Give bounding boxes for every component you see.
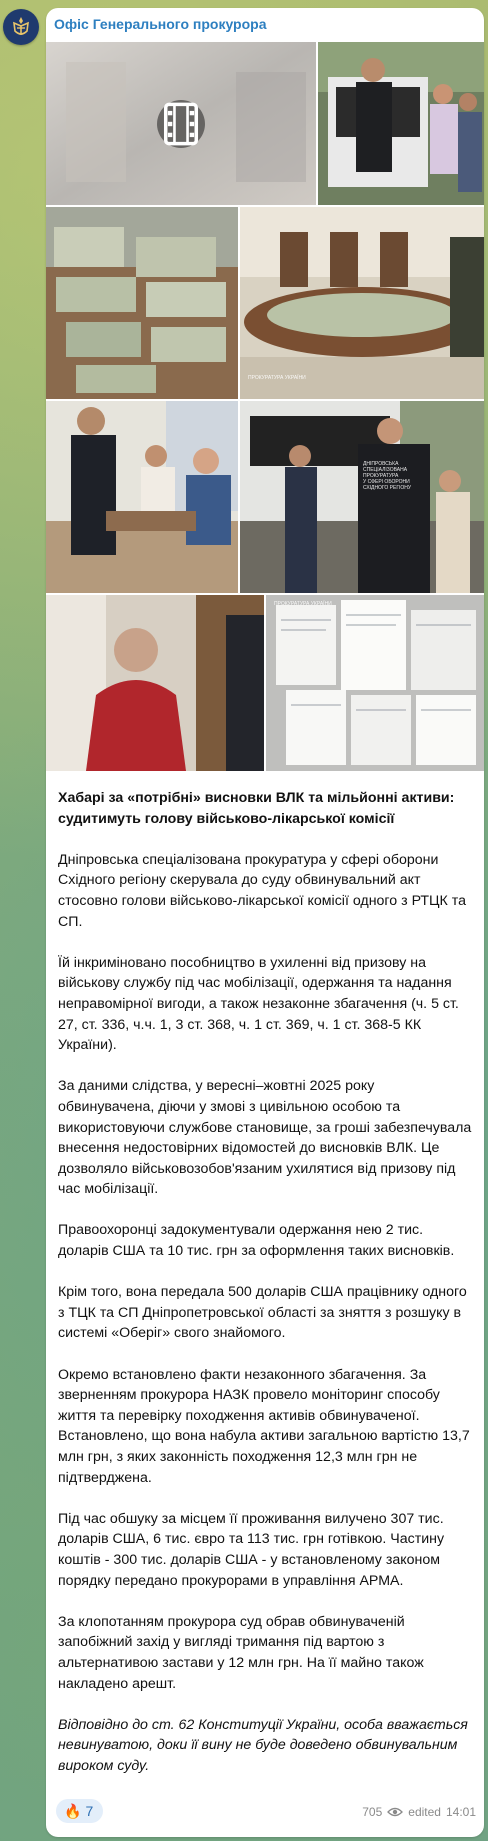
eye-icon <box>387 1807 403 1817</box>
post-paragraph: Дніпровська спеціалізована прокуратура у сфері оборони Східного регіону скерувала до суду обвинувальний акт стосовно голови військово-лікарської комісії одного з РТЦК та СП. <box>58 851 466 930</box>
photo-office-search[interactable] <box>46 401 238 593</box>
watermark-line: СПЕЦІАЛІЗОВАНА <box>363 467 408 473</box>
watermark-line: ДНІПРОВСЬКА <box>363 461 399 467</box>
post-paragraph: За клопотанням прокурора суд обрав обвинуваченій запобіжний захід у вигляді тримання під вартою з альтернативою застави у 12 млн грн. На її майно також накладено арешт. <box>58 1613 424 1692</box>
post-paragraph: Їй інкриміновано пособництво в ухиленні від призову на військову службу під час мобілізації, одержання та надання неправомірної вигоди, а також незаконне збагачення (ч. 5 ст. 27, ст. 336, ч.ч. 1, 3 ст. 368, ч. 1 ст. 369, ч. 1 ст. 368-5 КК України). <box>58 954 459 1054</box>
channel-name[interactable]: Офіс Генерального прокурора <box>54 16 267 32</box>
play-button[interactable] <box>157 100 205 148</box>
watermark: ПРОКУРАТУРА УКРАЇНИ <box>248 375 306 381</box>
reaction-count: 7 <box>85 1803 94 1819</box>
photo-detained-woman[interactable] <box>46 595 264 771</box>
message-meta <box>362 1805 476 1819</box>
post-footnote: Відповідно до ст. 62 Конституції України, особа вважається невинуватою, доки її вину не буде доведено обвинувальним вироком суду. <box>58 1716 468 1774</box>
channel-avatar[interactable] <box>3 9 39 45</box>
edited-label: edited <box>408 1805 441 1819</box>
post-paragraph: Правоохоронці задокументували одержання нею 2 тис. доларів США та 10 тис. грн за оформлення таких висновків. <box>58 1222 455 1260</box>
fire-emoji-icon: 🔥 <box>64 1802 82 1819</box>
post-paragraph: Окремо встановлено факти незаконного збагачення. За зверненням прокурора НАЗК провело моніторинг способу життя та перевірку походження активів обвинуваченої. Встановлено, що вона набула активи загальною вартістю 13,7 млн грн, з яких законність походження 12,3 млн грн не підтверджена. <box>58 1366 470 1486</box>
post-text <box>58 788 473 1797</box>
reaction-fire[interactable] <box>56 1799 103 1823</box>
post-title: Хабарі за «потрібні» висновки ВЛК та мільйонні активи: судитимуть голову військово-лікарської комісії <box>58 790 455 827</box>
photo-car-officer[interactable] <box>240 401 484 593</box>
message-time: 14:01 <box>445 1805 476 1819</box>
photo-cash-stacks[interactable] <box>46 207 238 399</box>
watermark-line: ПРОКУРАТУРА <box>363 473 399 479</box>
video-thumbnail[interactable] <box>46 42 316 205</box>
photo-money-on-table[interactable] <box>240 207 484 399</box>
watermark: ПРОКУРАТУРА УКРАЇНИ <box>274 601 332 607</box>
watermark-line: У СФЕРІ ОБОРОНИ <box>363 479 410 485</box>
watermark-lines <box>363 461 427 491</box>
watermark-line: СХІДНОГО РЕГІОНУ <box>363 485 412 491</box>
photo-search-car-trunk[interactable] <box>318 42 484 205</box>
video-film-icon <box>157 100 205 148</box>
photo-documents[interactable] <box>266 595 484 771</box>
post-paragraph: Крім того, вона передала 500 доларів США працівнику одного з ТЦК та СП Дніпропетровської області за зняття з розшуку в системі «Оберіг» свого знайомого. <box>58 1284 467 1342</box>
prosecutor-emblem-icon <box>9 15 33 39</box>
view-count: 705 <box>362 1805 383 1819</box>
message-bubble <box>46 8 484 1837</box>
post-paragraph: За даними слідства, у вересні–жовтні 2025 року обвинувачена, діючи у змові з цивільною особою та використовуючи службове становище, за гроші забезпечувала внесення недостовірних відомостей до висновків ВЛК. Це дозволяло військовозобов'язаним ухилятися від призову під час мобілізації. <box>58 1078 472 1198</box>
media-album <box>46 42 484 771</box>
post-paragraph: Під час обшуку за місцем її проживання вилучено 307 тис. доларів США, 6 тис. євро та 113 тис. грн готівкою. Частину коштів - 300 тис. доларів США - у встановленому законом порядку передано прокурорами в управління АРМА. <box>58 1510 445 1589</box>
